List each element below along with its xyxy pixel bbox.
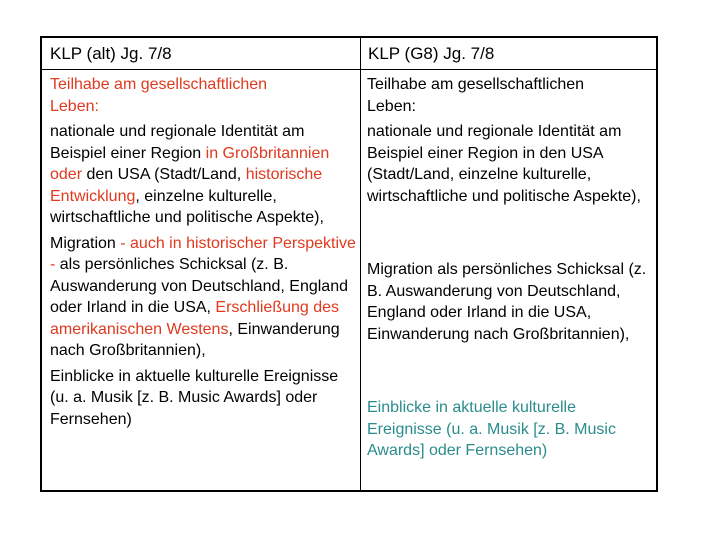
- highlight-red: - auch in historischer Perspektive -: [50, 234, 356, 273]
- highlight-red: historische Entwicklung: [50, 166, 323, 205]
- left-heading: [50, 74, 358, 117]
- text: als persönliches Schicksal (z. B. Auswanderung von Deutschland, England oder Irland in die USA,: [50, 256, 348, 316]
- header-divider: [42, 69, 656, 70]
- left-paragraph-migration: [50, 233, 358, 362]
- header-right: KLP (G8) Jg. 7/8: [368, 44, 495, 63]
- left-paragraph-identity: [50, 121, 358, 229]
- text: , einzelne kulturelle, wirtschaftliche und politische Aspekte),: [50, 187, 324, 226]
- text: nationale und regionale Identität am Beispiel einer Region: [50, 123, 305, 162]
- left-paragraph-culture: Einblicke in aktuelle kulturelle Ereignisse (u. a. Musik [z. B. Music Awards] oder Fernsehen): [50, 367, 339, 428]
- right-paragraph-identity: nationale und regionale Identität am Beispiel einer Region in den USA (Stadt/Land, einzelne kulturelle, wirtschaftliche und politische Aspekte),: [367, 123, 641, 205]
- right-heading: [367, 74, 655, 117]
- header-left: KLP (alt) Jg. 7/8: [50, 44, 172, 63]
- left-column: [50, 74, 358, 430]
- highlight-red: Erschließung des amerikanischen Westens: [50, 299, 340, 338]
- text: , Einwanderung nach Großbritannien),: [50, 320, 340, 359]
- column-divider: [360, 38, 361, 490]
- text: den USA (Stadt/Land,: [82, 166, 246, 183]
- text: Migration: [50, 234, 121, 252]
- right-column: [367, 74, 655, 462]
- right-paragraph-migration: Migration als persönliches Schicksal (z. B. Auswanderung von Deutschland, England oder Irland in die USA, Einwanderung nach Großbritannien),: [367, 261, 647, 343]
- left-heading-line2: Leben:: [50, 97, 99, 115]
- highlight-red: in Großbritannien oder: [50, 144, 330, 183]
- left-heading-line1: Teilhabe am gesellschaftlichen: [50, 76, 268, 93]
- right-heading-line2: Leben:: [367, 97, 416, 115]
- right-paragraph-culture: Einblicke in aktuelle kulturelle Ereignisse (u. a. Musik [z. B. Music Awards] oder Fernsehen): [367, 399, 616, 459]
- right-heading-line1: Teilhabe am gesellschaftlichen: [367, 76, 585, 93]
- comparison-table: [40, 36, 658, 492]
